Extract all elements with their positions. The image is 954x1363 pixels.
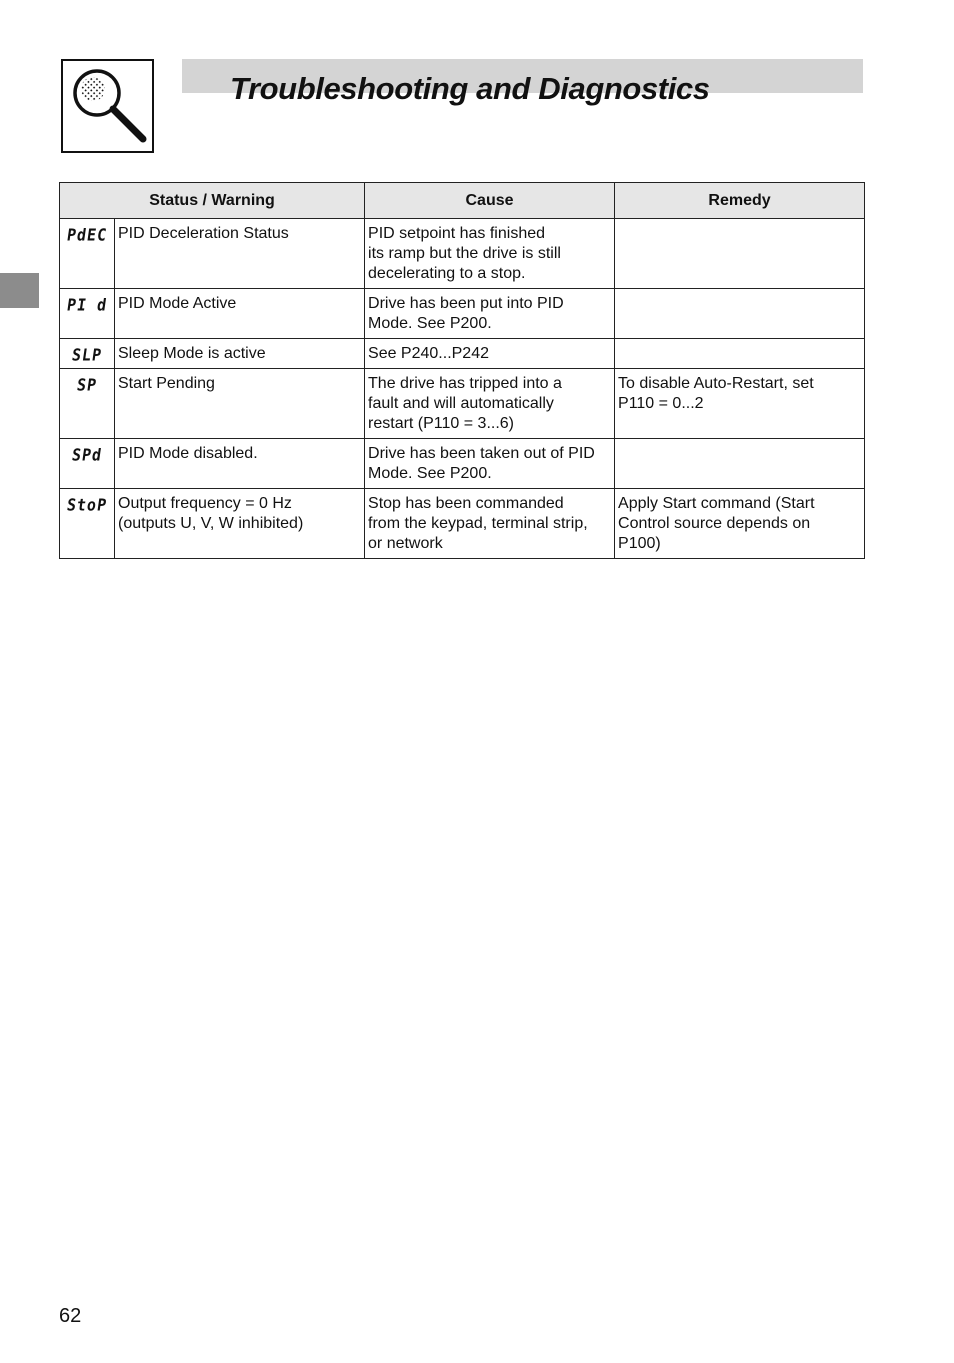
display-code-cell (60, 489, 115, 559)
cause-cell (365, 289, 615, 339)
display-code-cell (60, 339, 115, 369)
magnifying-glass-icon (63, 61, 153, 151)
cause-text: The drive has tripped into a fault and will automatically restart (P110 = 3...6) (368, 375, 562, 432)
remedy-text: To disable Auto-Restart, set P110 = 0...2 (618, 375, 814, 412)
header-status-warning: Status / Warning (60, 183, 365, 219)
header-remedy: Remedy (615, 183, 865, 219)
display-code: SP (75, 375, 99, 395)
remedy-text: Apply Start command (Start Control source depends on P100) (618, 495, 815, 552)
page-title: Troubleshooting and Diagnostics (230, 71, 710, 106)
table-row (60, 489, 865, 559)
page-number: 62 (59, 1305, 82, 1327)
cause-cell (365, 219, 615, 289)
remedy-cell (615, 289, 865, 339)
display-code-cell (60, 369, 115, 439)
remedy-cell (615, 439, 865, 489)
cause-cell (365, 489, 615, 559)
display-code: SPd (70, 445, 104, 465)
status-text: Output frequency = 0 Hz (outputs U, V, W inhibited) (118, 495, 304, 532)
status-text: Start Pending (118, 375, 215, 392)
cause-text: Stop has been commanded from the keypad, terminal strip, or network (368, 495, 588, 552)
status-cell (115, 219, 365, 289)
display-code-cell (60, 439, 115, 489)
cause-cell (365, 439, 615, 489)
display-code-cell (60, 289, 115, 339)
cause-text: PID setpoint has finished its ramp but the drive is still decelerating to a stop. (368, 225, 561, 282)
remedy-cell (615, 369, 865, 439)
status-text: Sleep Mode is active (118, 345, 266, 362)
status-cell (115, 439, 365, 489)
cause-cell (365, 339, 615, 369)
status-cell (115, 289, 365, 339)
cause-text: See P240...P242 (368, 345, 489, 362)
status-text: PID Mode Active (118, 295, 237, 312)
display-code-cell (60, 219, 115, 289)
remedy-cell (615, 489, 865, 559)
display-code: StoP (65, 495, 109, 515)
remedy-cell (615, 219, 865, 289)
remedy-text (615, 219, 864, 227)
remedy-text (615, 289, 864, 297)
display-code: SLP (70, 345, 104, 365)
display-code: PdEC (65, 225, 109, 245)
table-row (60, 219, 865, 289)
status-cell (115, 489, 365, 559)
table-row (60, 339, 865, 369)
remedy-cell (615, 339, 865, 369)
status-text: PID Deceleration Status (118, 225, 289, 242)
status-warning-table (59, 182, 865, 559)
table-row (60, 439, 865, 489)
cause-cell (365, 369, 615, 439)
status-cell (115, 339, 365, 369)
table-row (60, 289, 865, 339)
section-side-tab (0, 273, 39, 308)
section-icon-frame (61, 59, 154, 153)
cause-text: Drive has been taken out of PID Mode. See P200. (368, 445, 595, 482)
display-code: PI d (65, 295, 109, 315)
header-cause: Cause (365, 183, 615, 219)
status-text: PID Mode disabled. (118, 445, 258, 462)
table-header-row (60, 183, 865, 219)
cause-text: Drive has been put into PID Mode. See P200. (368, 295, 564, 332)
table-row (60, 369, 865, 439)
remedy-text (615, 439, 864, 447)
status-cell (115, 369, 365, 439)
remedy-text (615, 339, 864, 347)
